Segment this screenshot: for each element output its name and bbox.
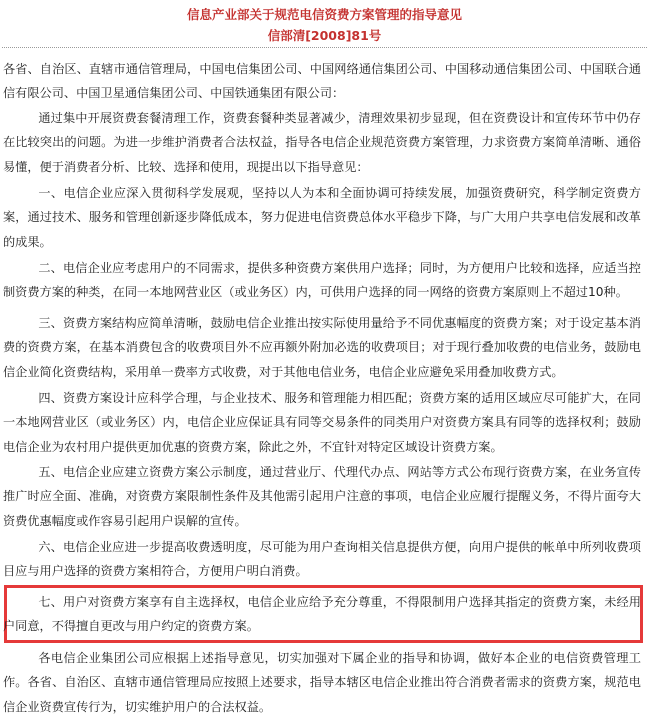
addressee: 各省、自治区、直辖市通信管理局，中国电信集团公司、中国网络通信集团公司、中国移动通信集团公司、中国联合通信有限公司、中国卫星通信集团公司、中国铁通集团有限公司： [3, 62, 641, 101]
paragraph-4: 四、资费方案设计应科学合理，与企业技术、服务和管理能力相匹配；资费方案的适用区域应尽可能扩大，在同一本地网营业区（或业务区）内，电信企业应保证具有同等交易条件的同类用户对资费方案具有同等的选择权利；鼓励电信企业为农村用户提供更加优惠的资费方案，除此之外，不宜针对特定区域设计资费方案。 [3, 391, 641, 454]
paragraph-intro: 通过集中开展资费套餐清理工作，资费套餐种类显著减少，清理效果初步显现，但在资费设计和宣传环节中仍存在比较突出的问题。为进一步维护消费者合法权益，指导各电信企业规范资费方案管理，力求资费方案简单清晰、通俗易懂，便于消费者分析、比较、选择和使用，现提出以下指导意见： [3, 111, 641, 174]
paragraph-3: 三、资费方案结构应简单清晰，鼓励电信企业推出按实际使用量给予不同优惠幅度的资费方案；对于设定基本消费的资费方案，在基本消费包含的收费项目外不应再额外附加必选的收费项目；对于现行叠加收费的电信业务，鼓励电信企业简化资费结构，采用单一费率方式收费，对于其他电信业务，电信企业应避免采用叠加收费方式。 [3, 316, 641, 379]
document-title: 信息产业部关于规范电信资费方案管理的指导意见 [186, 7, 462, 22]
closing-paragraph: 各电信企业集团公司应根据上述指导意见，切实加强对下属企业的指导和协调，做好本企业的电信资费管理工作。各省、自治区、直辖市通信管理局应按照上述要求，指导本辖区电信企业推出符合消费者需求的资费方案，规范电信企业资费宣传行为，切实维护用户的合法权益。 [3, 651, 641, 714]
document-number: 信部清[2008]81号 [267, 28, 382, 43]
paragraph-2: 二、电信企业应考虑用户的不同需求，提供多种资费方案供用户选择；同时，为方便用户比较和选择，应适当控制资费方案的种类，在同一本地网营业区（或业务区）内，可供用户选择的同一网络的资费方案原则上不超过10种。 [3, 261, 641, 300]
paragraph-1: 一、电信企业应深入贯彻科学发展观，坚持以人为本和全面协调可持续发展，加强资费研究，科学制定资费方案，通过技术、服务和管理创新逐步降低成本，努力促进电信资费总体水平稳步下降，与广大用户共享电信发展和改革的成果。 [3, 186, 641, 249]
paragraph-7-highlighted: 七、用户对资费方案享有自主选择权，电信企业应给予充分尊重，不得限制用户选择其指定的资费方案，未经用户同意，不得擅自更改与用户约定的资费方案。 [3, 595, 641, 634]
paragraph-6: 六、电信企业应进一步提高收费透明度，尽可能为用户查询相关信息提供方便，向用户提供的帐单中所列收费项目应与用户选择的资费方案相符合，方便用户明白消费。 [3, 540, 641, 579]
paragraph-5: 五、电信企业应建立资费方案公示制度，通过营业厅、代理代办点、网站等方式公布现行资费方案，在业务宣传推广时应全面、准确，对资费方案限制性条件及其他需引起用户注意的事项，电信企业应履行提醒义务，不得片面夸大资费优惠幅度或作容易引起用户误解的宣传。 [3, 465, 641, 528]
title-separator [2, 47, 647, 48]
